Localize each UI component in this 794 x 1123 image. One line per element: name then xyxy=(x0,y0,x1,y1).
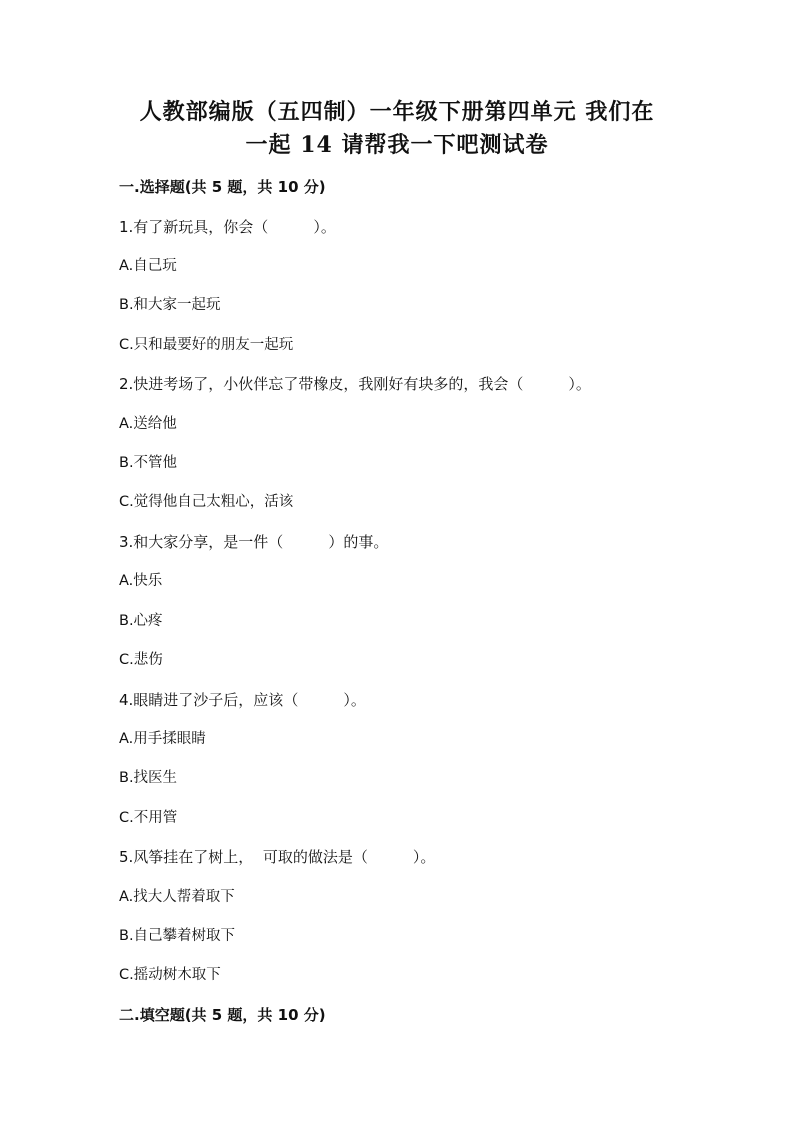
question-1-option-c: C.只和最要好的朋友一起玩 xyxy=(119,337,294,353)
question-4-option-b: B.找医生 xyxy=(119,770,178,786)
section-heading-fill-in: 二.填空题(共 5 题，共 10 分) xyxy=(119,1006,326,1024)
question-4-option-a: A.用手揉眼睛 xyxy=(119,731,206,747)
question-5-option-b: B.自己攀着树取下 xyxy=(119,928,236,944)
question-2-stem: 2.快进考场了，小伙伴忘了带橡皮，我刚好有块多的，我会（ ）。 xyxy=(119,375,591,393)
question-3-stem: 3.和大家分享，是一件（ ）的事。 xyxy=(119,533,389,551)
document-title-line-1: 人教部编版（五四制）一年级下册第四单元 我们在 xyxy=(139,99,655,125)
document-title-line-2: 一起 14 请帮我一下吧测试卷 xyxy=(245,132,549,158)
question-1-option-a: A.自己玩 xyxy=(119,258,177,274)
question-2-option-c: C.觉得他自己太粗心，活该 xyxy=(119,494,294,510)
question-3-option-c: C.悲伤 xyxy=(119,652,163,668)
question-5-option-a: A.找大人帮着取下 xyxy=(119,889,235,905)
question-3-option-b: B.心疼 xyxy=(119,613,163,629)
section-heading-choice: 一.选择题(共 5 题，共 10 分) xyxy=(119,178,326,196)
question-1-stem: 1.有了新玩具，你会（ ）。 xyxy=(119,218,336,236)
question-2-option-a: A.送给他 xyxy=(119,416,177,432)
question-1-option-b: B.和大家一起玩 xyxy=(119,297,221,313)
question-2-option-b: B.不管他 xyxy=(119,455,178,471)
question-3-option-a: A.快乐 xyxy=(119,573,163,589)
question-5-option-c: C.摇动树木取下 xyxy=(119,967,221,983)
question-4-option-c: C.不用管 xyxy=(119,810,178,826)
question-5-stem: 5.风筝挂在了树上， 可取的做法是（ ）。 xyxy=(119,848,436,866)
question-4-stem: 4.眼睛进了沙子后，应该（ ）。 xyxy=(119,691,366,709)
